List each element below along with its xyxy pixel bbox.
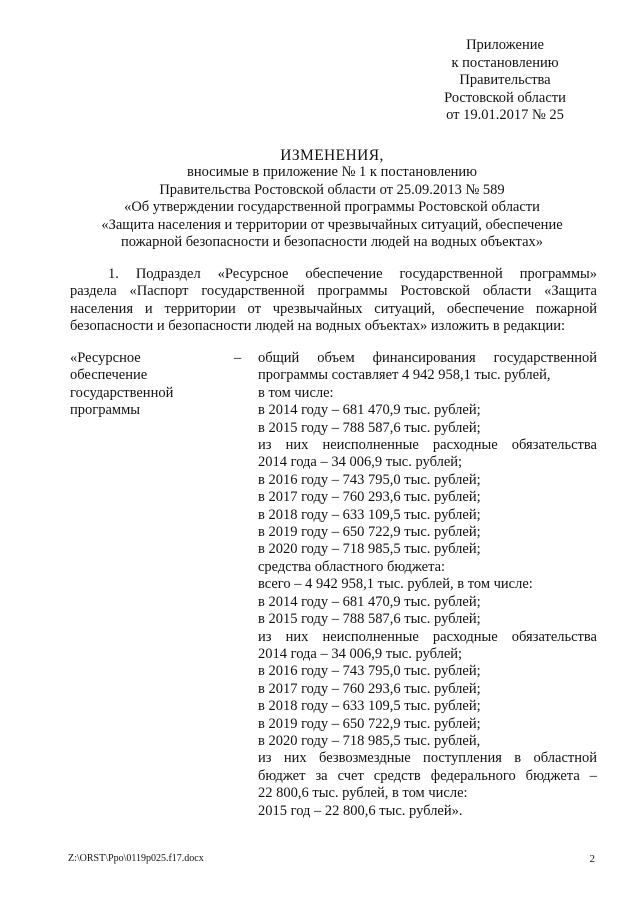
separator-dash: – — [234, 350, 242, 366]
title-line: пожарной безопасности и безопасности людей на водных объектах» — [120, 234, 544, 251]
paragraph-line: раздела «Паспорт государственной программы Ростовской области «Защита — [70, 283, 597, 300]
detail-line: из них безвозмездные поступления в областной — [258, 750, 597, 767]
resource-details — [258, 350, 597, 820]
detail-line: 2015 год – 22 800,6 тыс. рублей». — [258, 802, 463, 819]
detail-line: в 2018 году – 633 109,5 тыс. рублей; — [258, 506, 481, 523]
file-path: Z:\ORST\Ppo\0119p025.f17.docx — [68, 853, 204, 864]
detail-line: программы составляет 4 942 958,1 тыс. рублей, — [258, 367, 551, 384]
detail-line: в 2019 году – 650 722,9 тыс. рублей; — [258, 524, 481, 541]
detail-line: в 2017 году – 760 293,6 тыс. рублей; — [258, 680, 481, 697]
detail-line: в 2015 году – 788 587,6 тыс. рублей; — [258, 419, 481, 436]
appendix-line: Ростовской области — [444, 89, 566, 106]
detail-line: в 2020 году – 718 985,5 тыс. рублей; — [258, 541, 481, 558]
detail-line: 2014 года – 34 006,9 тыс. рублей; — [258, 454, 463, 471]
label-line: государственной — [70, 384, 174, 401]
title-line: «Защита населения и территории от чрезвычайных ситуаций, обеспечение — [101, 216, 563, 233]
appendix-line: Правительства — [459, 72, 551, 89]
title-line: вносимые в приложение № 1 к постановлению — [186, 164, 478, 181]
detail-line: из них неисполненные расходные обязательства — [258, 437, 597, 454]
detail-line: в 2016 году – 743 795,0 тыс. рублей; — [258, 471, 481, 488]
paragraph-line: 1. Подраздел «Ресурсное обеспечение государственной программы» — [108, 266, 597, 282]
detail-line: общий объем финансирования государственной — [258, 350, 597, 366]
detail-line: в 2016 году – 743 795,0 тыс. рублей; — [258, 663, 481, 680]
title-line: Правительства Ростовской области от 25.09.2013 № 589 — [159, 181, 505, 198]
appendix-line: Приложение — [466, 37, 544, 53]
detail-line: всего – 4 942 958,1 тыс. рублей, в том числе: — [258, 576, 533, 593]
detail-line: 2014 года – 34 006,9 тыс. рублей; — [258, 645, 463, 662]
label-line: программы — [70, 402, 140, 419]
detail-line: в 2015 году – 788 587,6 тыс. рублей; — [258, 611, 481, 628]
appendix-line: от 19.01.2017 № 25 — [446, 107, 564, 124]
title-line: «Об утверждении государственной программы Ростовской области — [124, 199, 540, 216]
detail-line: в 2020 году – 718 985,5 тыс. рублей, — [258, 732, 481, 749]
detail-line: в 2017 году – 760 293,6 тыс. рублей; — [258, 489, 481, 506]
paragraph-line: безопасности и безопасности людей на водных объектах» изложить в редакции: — [70, 318, 565, 335]
resource-label — [70, 350, 220, 420]
detail-line: из них неисполненные расходные обязательства — [258, 628, 597, 645]
appendix-line: к постановлению — [451, 54, 559, 71]
document-title — [66, 147, 598, 251]
title-heading: ИЗМЕНЕНИЯ, — [280, 147, 384, 164]
label-line: «Ресурсное — [70, 350, 141, 366]
label-line: обеспечение — [70, 367, 148, 384]
detail-line: 22 800,6 тыс. рублей, в том числе: — [258, 785, 468, 802]
body-paragraph — [70, 266, 597, 336]
detail-line: средства областного бюджета: — [258, 558, 446, 575]
paragraph-line: населения и территории от чрезвычайных ситуаций, обеспечение пожарной — [70, 300, 597, 317]
detail-line: в 2014 году – 681 470,9 тыс. рублей; — [258, 402, 481, 419]
detail-line: в том числе: — [258, 384, 334, 401]
page-number: 2 — [589, 853, 595, 865]
detail-line: в 2019 году – 650 722,9 тыс. рублей; — [258, 715, 481, 732]
detail-line: в 2014 году – 681 470,9 тыс. рублей; — [258, 593, 481, 610]
detail-line: бюджет за счет средств федерального бюджета – — [258, 767, 597, 784]
detail-line: в 2018 году – 633 109,5 тыс. рублей; — [258, 698, 481, 715]
appendix-header — [420, 37, 590, 125]
